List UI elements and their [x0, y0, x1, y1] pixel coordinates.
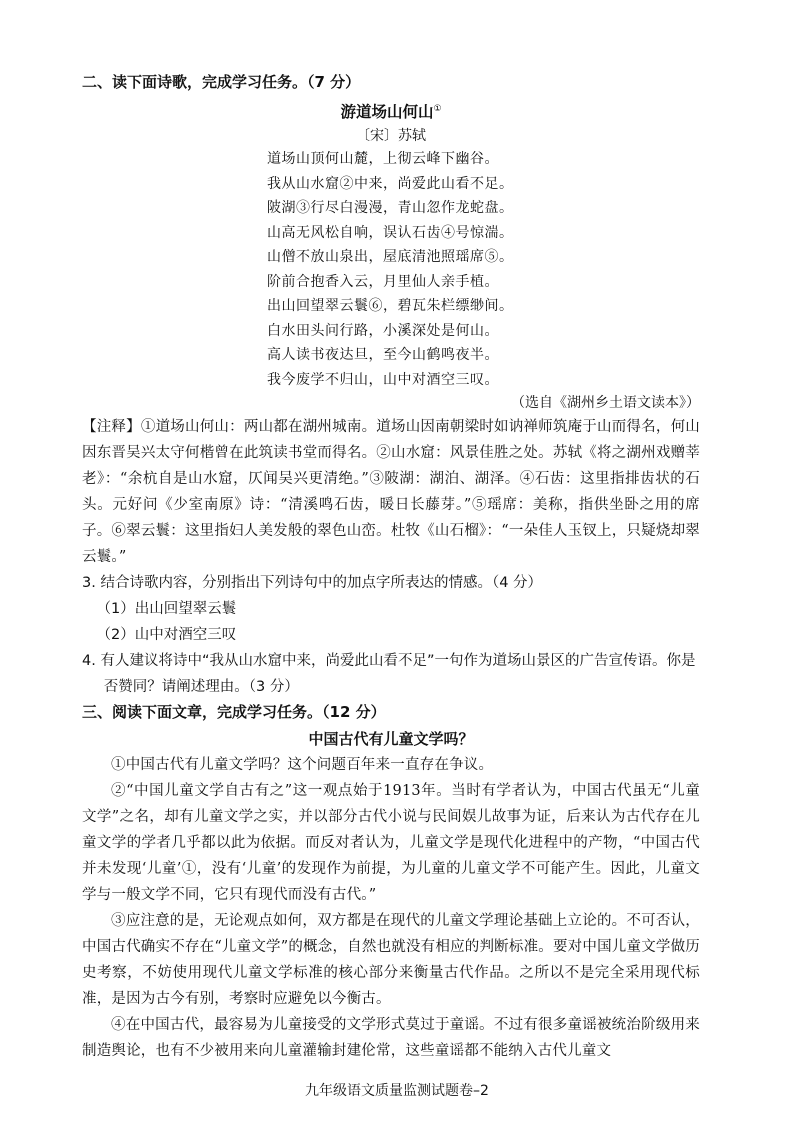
poem-notes: 【注释】①道场山何山：两山都在湖州城南。道场山因南朝梁时如讷禅师筑庵于山而得名，何山因东晋吴兴太守何楷曾在此筑读书堂而得名。②山水窟：风景佳胜之处。苏轼《将之湖州戏赠莘老》：“余杭自是山水窟，仄闻吴兴更清绝。”③陂湖：湖泊、湖泽。④石齿：这里指排齿状的石头。元好问《少室南原》诗：“清溪鸣石齿，暖日长藤芽。”⑤瑶席：美称，指供坐卧之用的席子。⑥翠云鬟：这里指妇人美发般的翠色山峦。杜牧《山石榴》：“一朵佳人玉钗上，只疑烧却翠云鬟。” [82, 419, 700, 566]
poem-source: （选自《湖州乡土语文读本》） [511, 395, 700, 412]
section-3-heading: 三、阅读下面文章，完成学习任务。（12 分） [82, 703, 386, 722]
poem-line: 山高无风松自响，误认石齿④号惊湍。 [267, 224, 514, 241]
poem-line: 我今废学不归山，山中对酒空三叹。 [267, 371, 499, 388]
article-paragraph-1: ①中国古代有儿童文学吗？这个问题百年来一直存在争议。 [111, 757, 494, 774]
poem-title: 游道场山何山① [340, 103, 442, 122]
poem-title-note-mark: ① [433, 104, 442, 114]
poem-line: 高人读书夜达旦，至今山鹤鸣夜半。 [267, 347, 499, 364]
article-paragraph-2: ②“中国儿童文学自古有之”这一观点始于1913年。当时有学者认为，中国古代虽无“儿童文学”之名，却有儿童文学之实，并以部分古代小说与民间娱儿故事为证，后来认为古代存在儿童文学的学者几乎都以此为依据。而反对者认为，儿童文学是现代化进程中的产物，“中国古代并未发现‘儿童’①，没有‘儿童’的发现作为前提，为儿童的儿童文学不可能产生。因此，儿童文学与一般文学不同，它只有现代而没有古代。” [82, 783, 700, 904]
question-3-item-2: （2）山中对酒空三叹 [96, 627, 237, 644]
page-footer: 九年级语文质量监测试题卷–2 [305, 1083, 489, 1099]
poem-line: 出山回望翠云鬟⑥，碧瓦朱栏缥缈间。 [267, 298, 514, 315]
poem-body [267, 147, 700, 392]
article-title: 中国古代有儿童文学吗？ [308, 730, 474, 749]
poem-line: 山僧不放山泉出，屋底清池照瑶席⑤。 [267, 249, 514, 266]
article-paragraph-3: ③应注意的是，无论观点如何，双方都是在现代的儿童文学理论基础上立论的。不可否认，中国古代确实不存在“儿童文学”的概念，自然也就没有相应的判断标准。要对中国儿童文学做历史考察，不妨使用现代儿童文学标准的核心部分来衡量古代作品。之所以不是完全采用现代标准，是因为古今有别，考察时应避免以今衡古。 [82, 913, 700, 1008]
article-paragraph-4: ④在中国古代，最容易为儿童接受的文学形式莫过于童谣。不过有很多童谣被统治阶级用来制造舆论，也有不少被用来向儿童灌输封建伦常，这些童谣都不能纳入古代儿童文 [82, 1017, 700, 1060]
poem-author: 〔宋〕苏轼 [356, 128, 426, 145]
section-2-heading: 二、读下面诗歌，完成学习任务。（7 分） [82, 73, 361, 91]
poem-line: 陂湖③行尽白漫漫，青山忽作龙蛇盘。 [267, 200, 514, 217]
poem-line: 道场山顶何山麓，上彻云峰下幽谷。 [267, 151, 499, 168]
question-3-stem: 3. 结合诗歌内容，分别指出下列诗句中的加点字所表达的情感。（4 分） [82, 575, 543, 592]
poem-line: 阶前合抱香入云，月里仙人亲手植。 [267, 273, 499, 290]
question-3-item-1: （1）出山回望翠云鬟 [96, 601, 237, 618]
poem-line: 白水田头问行路，小溪深处是何山。 [267, 322, 499, 339]
poem-line: 我从山水窟②中来，尚爱此山看不足。 [267, 175, 514, 192]
question-4: 4. 有人建议将诗中“我从山水窟中来，尚爱此山看不足”一句作为道场山景区的广告宣传语。你是否赞同？请阐述理由。（3 分） [82, 653, 696, 696]
